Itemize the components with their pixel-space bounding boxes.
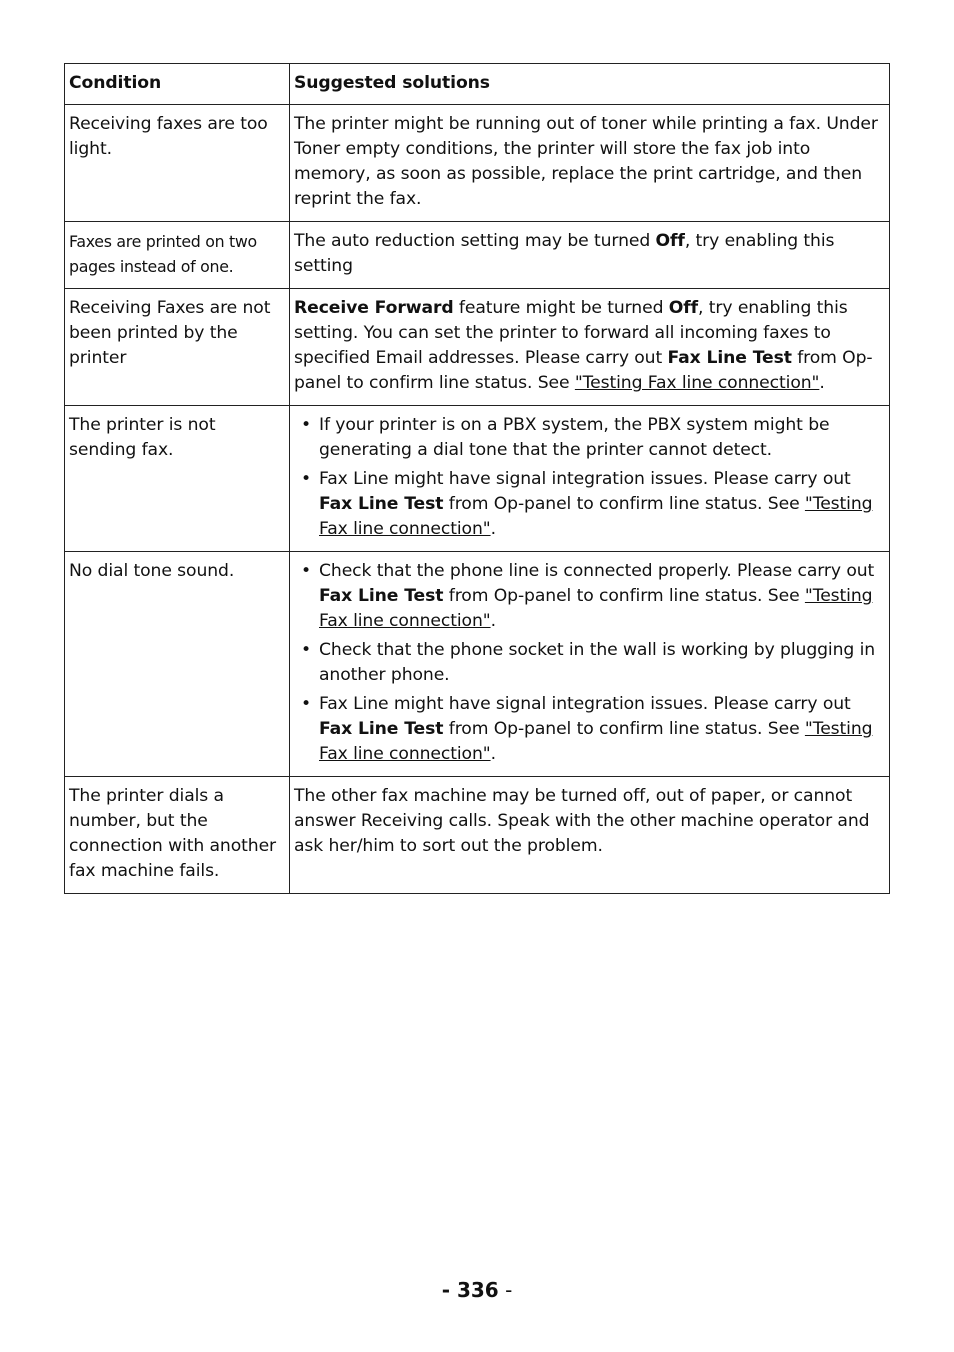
- feature-name-fax-line-test: Fax Line Test: [319, 494, 444, 514]
- solution-text: from Op-panel to confirm line status. See: [443, 586, 805, 606]
- table-row: [65, 105, 890, 222]
- solution-text: .: [819, 373, 825, 393]
- solution-text: Check that the phone line is connected properly. Please carry out: [319, 561, 875, 581]
- table-row: [65, 777, 890, 894]
- bullet-icon: •: [301, 415, 312, 435]
- testing-fax-line-link[interactable]: "Testing Fax line connection": [574, 373, 820, 393]
- feature-name-fax-line-test: Fax Line Test: [319, 586, 444, 606]
- troubleshooting-table: [64, 63, 890, 894]
- list-item: [294, 467, 885, 542]
- table-row: [65, 406, 890, 552]
- list-item: [294, 692, 885, 767]
- bullet-icon: •: [301, 469, 312, 489]
- solution-text: The auto reduction setting may be turned: [294, 231, 656, 251]
- condition-cell: The printer is not sending fax.: [65, 406, 290, 552]
- condition-cell: Receiving Faxes are not been printed by the printer: [65, 289, 290, 406]
- solution-text: from Op-panel to confirm line status. See: [443, 719, 805, 739]
- solution-text: , try enabling this setting: [294, 231, 835, 276]
- table-row: [65, 222, 890, 289]
- solution-text: Fax Line might have signal integration issues. Please carry out: [319, 469, 851, 489]
- page-number-value: 336: [456, 1278, 499, 1302]
- list-item: [294, 559, 885, 634]
- feature-name-fax-line-test: Fax Line Test: [667, 348, 792, 368]
- solution-cell: [290, 406, 890, 552]
- header-condition: Condition: [65, 64, 290, 105]
- feature-name-fax-line-test: Fax Line Test: [319, 719, 444, 739]
- table-header-row: [65, 64, 890, 105]
- condition-cell: Faxes are printed on two pages instead of one.: [65, 222, 290, 289]
- solution-cell: [290, 222, 890, 289]
- solution-cell: [290, 289, 890, 406]
- solution-cell: [290, 552, 890, 777]
- solution-cell: The other fax machine may be turned off, out of paper, or cannot answer Receiving calls. Speak with the other machine operator and ask her/him to sort out the problem.: [290, 777, 890, 894]
- testing-fax-line-link[interactable]: "Testing Fax line connection": [319, 494, 873, 539]
- solution-text: If your printer is on a PBX system, the PBX system might be generating a dial tone that the printer cannot detect.: [319, 415, 830, 460]
- testing-fax-line-link[interactable]: "Testing Fax line connection": [319, 719, 873, 764]
- feature-name-receive-forward: Receive Forward: [294, 298, 454, 318]
- condition-cell: Receiving faxes are too light.: [65, 105, 290, 222]
- page-number-dash: -: [441, 1278, 457, 1302]
- solution-cell: The printer might be running out of toner while printing a fax. Under Toner empty conditions, the printer will store the fax job into memory, as soon as possible, replace the print cartridge, and then reprint the fax.: [290, 105, 890, 222]
- solution-text: .: [490, 611, 496, 631]
- table-row: [65, 552, 890, 777]
- solution-list: [294, 413, 885, 542]
- page-number: [0, 1278, 954, 1302]
- solution-text: Fax Line might have signal integration issues. Please carry out: [319, 694, 851, 714]
- solution-text: from Op-panel to confirm line status. See: [294, 348, 873, 393]
- condition-cell: No dial tone sound.: [65, 552, 290, 777]
- setting-value-off: Off: [668, 298, 699, 318]
- table-row: [65, 289, 890, 406]
- solution-text: .: [490, 744, 496, 764]
- testing-fax-line-link[interactable]: "Testing Fax line connection": [319, 586, 873, 631]
- solution-text: .: [490, 519, 496, 539]
- bullet-icon: •: [301, 561, 312, 581]
- solution-text: from Op-panel to confirm line status. See: [443, 494, 805, 514]
- condition-cell: The printer dials a number, but the connection with another fax machine fails.: [65, 777, 290, 894]
- solution-text: Check that the phone socket in the wall is working by plugging in another phone.: [319, 640, 876, 685]
- list-item: [294, 638, 885, 688]
- bullet-icon: •: [301, 694, 312, 714]
- page-number-dash: -: [498, 1278, 513, 1302]
- header-suggested-solutions: Suggested solutions: [290, 64, 890, 105]
- bullet-icon: •: [301, 640, 312, 660]
- setting-value-off: Off: [655, 231, 685, 251]
- list-item: [294, 413, 885, 463]
- solution-text: feature might be turned: [453, 298, 669, 318]
- solution-list: [294, 559, 885, 767]
- solution-text: , try enabling this setting. You can set the printer to forward all incoming faxes to specified Email addresses. Please carry out: [294, 298, 848, 368]
